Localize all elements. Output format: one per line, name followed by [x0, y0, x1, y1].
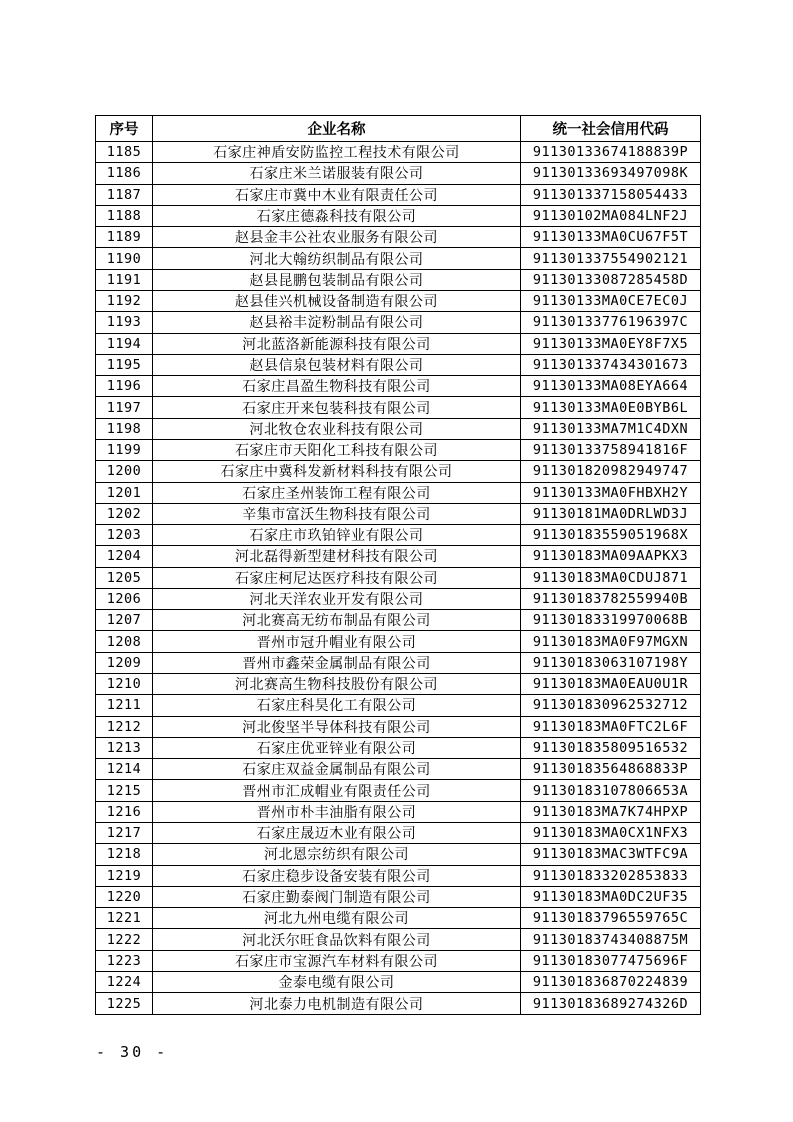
serial-cell: 1191	[96, 269, 153, 290]
serial-cell: 1197	[96, 397, 153, 418]
table-row	[96, 908, 701, 929]
serial-cell: 1204	[96, 546, 153, 567]
credit-code-cell: 91130183MA0DC2UF35	[521, 886, 701, 907]
company-name-cell: 石家庄圣州装饰工程有限公司	[153, 482, 521, 503]
company-name-cell: 石家庄稳步设备安装有限公司	[153, 865, 521, 886]
credit-code-cell: 91130181MA0DRLWD3J	[521, 503, 701, 524]
company-name-cell: 河北俊坚半导体科技有限公司	[153, 716, 521, 737]
serial-cell: 1209	[96, 652, 153, 673]
serial-cell: 1195	[96, 354, 153, 375]
table-row	[96, 801, 701, 822]
company-name-cell: 赵县金丰公社农业服务有限公司	[153, 227, 521, 248]
credit-code-cell: 91130133087285458D	[521, 269, 701, 290]
serial-cell: 1211	[96, 695, 153, 716]
serial-cell: 1220	[96, 886, 153, 907]
table-row	[96, 333, 701, 354]
credit-code-cell: 91130133MA7M1C4DXN	[521, 418, 701, 439]
credit-code-cell: 911301337554902121	[521, 248, 701, 269]
table-row	[96, 674, 701, 695]
company-name-cell: 石家庄市冀中木业有限责任公司	[153, 184, 521, 205]
company-name-cell: 石家庄双益金属制品有限公司	[153, 759, 521, 780]
serial-cell: 1215	[96, 780, 153, 801]
company-name-cell: 金泰电缆有限公司	[153, 971, 521, 992]
serial-cell: 1217	[96, 823, 153, 844]
company-name-cell: 赵县昆鹏包装制品有限公司	[153, 269, 521, 290]
company-name-cell: 赵县佳兴机械设备制造有限公司	[153, 290, 521, 311]
table-row	[96, 290, 701, 311]
table-row	[96, 759, 701, 780]
table-row	[96, 780, 701, 801]
serial-cell: 1216	[96, 801, 153, 822]
credit-code-cell: 91130183MA7K74HPXP	[521, 801, 701, 822]
serial-cell: 1196	[96, 376, 153, 397]
company-name-cell: 石家庄晟迈木业有限公司	[153, 823, 521, 844]
company-name-cell: 河北恩宗纺织有限公司	[153, 844, 521, 865]
table-row	[96, 418, 701, 439]
table-row	[96, 823, 701, 844]
company-table	[95, 115, 701, 1015]
credit-code-cell: 91130183MA0EAU0U1R	[521, 674, 701, 695]
table-row	[96, 610, 701, 631]
company-name-cell: 石家庄德淼科技有限公司	[153, 205, 521, 226]
credit-code-cell: 91130183MA0FTC2L6F	[521, 716, 701, 737]
credit-code-cell: 91130133MA0CE7EC0J	[521, 290, 701, 311]
serial-cell: 1214	[96, 759, 153, 780]
table-row	[96, 695, 701, 716]
company-name-cell: 晋州市鑫荣金属制品有限公司	[153, 652, 521, 673]
company-name-cell: 河北泰力电机制造有限公司	[153, 993, 521, 1015]
credit-code-cell: 911301337158054433	[521, 184, 701, 205]
company-name-cell: 晋州市朴丰油脂有限公司	[153, 801, 521, 822]
serial-cell: 1222	[96, 929, 153, 950]
serial-cell: 1203	[96, 525, 153, 546]
company-name-cell: 河北蓝洛新能源科技有限公司	[153, 333, 521, 354]
table-row	[96, 205, 701, 226]
serial-cell: 1219	[96, 865, 153, 886]
credit-code-cell: 911301836870224839	[521, 971, 701, 992]
serial-cell: 1207	[96, 610, 153, 631]
table-row	[96, 546, 701, 567]
company-name-cell: 晋州市冠升帽业有限公司	[153, 631, 521, 652]
company-name-cell: 赵县信泉包装材料有限公司	[153, 354, 521, 375]
company-name-cell: 河北沃尔旺食品饮料有限公司	[153, 929, 521, 950]
company-name-cell: 石家庄昌盈生物科技有限公司	[153, 376, 521, 397]
company-name-cell: 河北牧仓农业科技有限公司	[153, 418, 521, 439]
table-row	[96, 376, 701, 397]
table-row	[96, 993, 701, 1015]
company-name-cell: 石家庄市玖铂锌业有限公司	[153, 525, 521, 546]
company-name-cell: 石家庄柯尼达医疗科技有限公司	[153, 567, 521, 588]
table-row	[96, 929, 701, 950]
serial-cell: 1210	[96, 674, 153, 695]
serial-cell: 1223	[96, 950, 153, 971]
table-row	[96, 461, 701, 482]
serial-cell: 1218	[96, 844, 153, 865]
table-row	[96, 397, 701, 418]
company-name-cell: 石家庄勤泰阀门制造有限公司	[153, 886, 521, 907]
credit-code-cell: 91130183689274326D	[521, 993, 701, 1015]
table-row	[96, 716, 701, 737]
credit-code-cell: 91130133MA0CU67F5T	[521, 227, 701, 248]
company-name-cell: 石家庄米兰诺服装有限公司	[153, 163, 521, 184]
credit-code-cell: 91130183063107198Y	[521, 652, 701, 673]
table-row	[96, 652, 701, 673]
company-name-cell: 河北赛高生物科技股份有限公司	[153, 674, 521, 695]
table-row	[96, 971, 701, 992]
serial-cell: 1193	[96, 312, 153, 333]
table-row	[96, 248, 701, 269]
table-row	[96, 142, 701, 163]
serial-cell: 1190	[96, 248, 153, 269]
serial-cell: 1205	[96, 567, 153, 588]
credit-code-cell: 91130183796559765C	[521, 908, 701, 929]
table-row	[96, 439, 701, 460]
table-row	[96, 567, 701, 588]
table-row	[96, 227, 701, 248]
serial-cell: 1189	[96, 227, 153, 248]
serial-cell: 1208	[96, 631, 153, 652]
table-row	[96, 525, 701, 546]
table-row	[96, 865, 701, 886]
serial-cell: 1206	[96, 588, 153, 609]
table-row	[96, 588, 701, 609]
credit-code-cell: 91130183107806653A	[521, 780, 701, 801]
company-name-cell: 石家庄优亚锌业有限公司	[153, 737, 521, 758]
company-name-cell: 石家庄中冀科发新材料科技有限公司	[153, 461, 521, 482]
credit-code-cell: 91130183564868833P	[521, 759, 701, 780]
table-row	[96, 503, 701, 524]
company-name-cell: 河北磊得新型建材科技有限公司	[153, 546, 521, 567]
serial-cell: 1185	[96, 142, 153, 163]
serial-cell: 1188	[96, 205, 153, 226]
company-name-cell: 河北九州电缆有限公司	[153, 908, 521, 929]
company-name-cell: 河北大翰纺织制品有限公司	[153, 248, 521, 269]
table-row	[96, 354, 701, 375]
serial-cell: 1186	[96, 163, 153, 184]
serial-cell: 1199	[96, 439, 153, 460]
header-company-name: 企业名称	[153, 116, 521, 142]
company-name-cell: 晋州市汇成帽业有限责任公司	[153, 780, 521, 801]
table-row	[96, 886, 701, 907]
company-name-cell: 石家庄开来包装科技有限公司	[153, 397, 521, 418]
serial-cell: 1198	[96, 418, 153, 439]
credit-code-cell: 91130183559051968X	[521, 525, 701, 546]
serial-cell: 1194	[96, 333, 153, 354]
serial-cell: 1187	[96, 184, 153, 205]
company-name-cell: 河北赛高无纺布制品有限公司	[153, 610, 521, 631]
serial-cell: 1213	[96, 737, 153, 758]
table-row	[96, 312, 701, 333]
credit-code-cell: 911301820982949747	[521, 461, 701, 482]
serial-cell: 1202	[96, 503, 153, 524]
table-row	[96, 844, 701, 865]
serial-cell: 1212	[96, 716, 153, 737]
table-row	[96, 631, 701, 652]
credit-code-cell: 91130183MAC3WTFC9A	[521, 844, 701, 865]
credit-code-cell: 911301835809516532	[521, 737, 701, 758]
table-row	[96, 737, 701, 758]
company-name-cell: 石家庄神盾安防监控工程技术有限公司	[153, 142, 521, 163]
credit-code-cell: 91130183MA0CDUJ871	[521, 567, 701, 588]
serial-cell: 1221	[96, 908, 153, 929]
credit-code-cell: 911301830962532712	[521, 695, 701, 716]
credit-code-cell: 91130133MA0FHBXH2Y	[521, 482, 701, 503]
table-row	[96, 184, 701, 205]
credit-code-cell: 91130133776196397C	[521, 312, 701, 333]
company-name-cell: 河北天洋农业开发有限公司	[153, 588, 521, 609]
credit-code-cell: 91130183MA09AAPKX3	[521, 546, 701, 567]
table-row	[96, 950, 701, 971]
serial-cell: 1200	[96, 461, 153, 482]
credit-code-cell: 91130133MA0EY8F7X5	[521, 333, 701, 354]
company-name-cell: 石家庄市宝源汽车材料有限公司	[153, 950, 521, 971]
credit-code-cell: 91130183MA0CX1NFX3	[521, 823, 701, 844]
credit-code-cell: 91130133693497098K	[521, 163, 701, 184]
credit-code-cell: 91130183782559940B	[521, 588, 701, 609]
company-name-cell: 赵县裕丰淀粉制品有限公司	[153, 312, 521, 333]
credit-code-cell: 911301337434301673	[521, 354, 701, 375]
credit-code-cell: 91130102MA084LNF2J	[521, 205, 701, 226]
serial-cell: 1201	[96, 482, 153, 503]
credit-code-cell: 91130133MA08EYA664	[521, 376, 701, 397]
credit-code-cell: 91130183077475696F	[521, 950, 701, 971]
company-name-cell: 石家庄市天阳化工科技有限公司	[153, 439, 521, 460]
credit-code-cell: 91130133758941816F	[521, 439, 701, 460]
credit-code-cell: 91130133MA0E0BYB6L	[521, 397, 701, 418]
serial-cell: 1192	[96, 290, 153, 311]
table-header-row	[96, 116, 701, 142]
company-name-cell: 石家庄科昊化工有限公司	[153, 695, 521, 716]
credit-code-cell: 91130183743408875M	[521, 929, 701, 950]
table-row	[96, 163, 701, 184]
company-name-cell: 辛集市富沃生物科技有限公司	[153, 503, 521, 524]
header-credit-code: 统一社会信用代码	[521, 116, 701, 142]
credit-code-cell: 91130133674188839P	[521, 142, 701, 163]
page-number: - 30 -	[96, 1043, 169, 1061]
table-row	[96, 482, 701, 503]
serial-cell: 1224	[96, 971, 153, 992]
credit-code-cell: 911301833202853833	[521, 865, 701, 886]
serial-cell: 1225	[96, 993, 153, 1015]
credit-code-cell: 91130183319970068B	[521, 610, 701, 631]
header-serial: 序号	[96, 116, 153, 142]
credit-code-cell: 91130183MA0F97MGXN	[521, 631, 701, 652]
table-row	[96, 269, 701, 290]
table-body	[96, 142, 701, 1015]
